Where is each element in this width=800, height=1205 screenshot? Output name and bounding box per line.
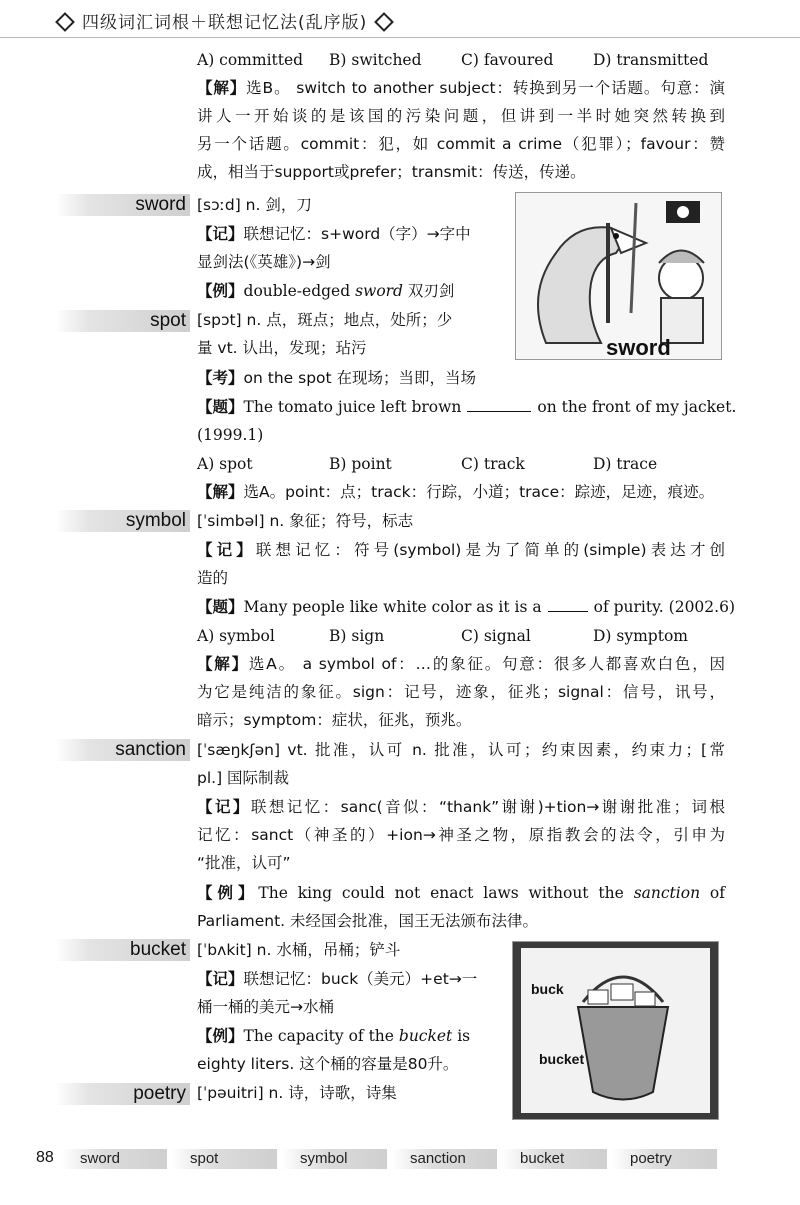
headword-spot: spot <box>55 310 190 332</box>
switch-explanation-4: 成，相当于support或prefer；transmit：传送，传递。 <box>197 163 586 181</box>
sword-example: 【例】double-edged sword 双刃剑 <box>197 282 455 300</box>
bucket-mnemonic-1: 【记】联想记忆：buck（美元）+et→一 <box>197 970 478 988</box>
sanction-example-1: 【例】The king could not enact laws without the sanction of <box>197 884 725 902</box>
symbol-explanation-2: 为它是纯洁的象征。sign：记号，迹象，征兆；signal：信号，讯号， <box>197 683 725 701</box>
diamond-icon <box>55 12 75 32</box>
spot-options: A) spot B) point C) track D) trace <box>197 455 658 473</box>
switch-explanation-1: 【解】选B。 switch to another subject：转换到另一个话题。句意：演 <box>197 79 725 97</box>
switch-options: A) committed B) switched C) favoured D) transmitted <box>197 51 709 69</box>
bucket-example-2: eighty liters. 这个桶的容量是80升。 <box>197 1055 459 1073</box>
sanction-definition-2: pl.] 国际制裁 <box>197 769 290 787</box>
headword-poetry: poetry <box>55 1083 190 1105</box>
spot-question-year: (1999.1) <box>197 426 264 444</box>
symbol-mnemonic-1: 【记】联想记忆：符号(symbol)是为了简单的(simple)表达才创 <box>197 541 725 559</box>
sanction-example-2: Parliament. 未经国会批准，国王无法颁布法律。 <box>197 912 539 930</box>
symbol-definition: [ˈsimbəl] n. 象征；符号，标志 <box>197 512 414 530</box>
sword-mnemonic-1: 【记】联想记忆：s+word（字）→字中 <box>197 225 471 243</box>
footer-word-bucket: bucket <box>502 1149 607 1169</box>
footer-word-poetry: poetry <box>612 1149 717 1169</box>
footer-word-sword: sword <box>62 1149 167 1169</box>
sword-caption: sword <box>606 335 671 359</box>
headword-sword: sword <box>55 194 190 216</box>
footer-word-sanction: sanction <box>392 1149 497 1169</box>
footer-word-symbol: symbol <box>282 1149 387 1169</box>
symbol-explanation-1: 【解】选A。 a symbol of：…的象征。句意：很多人都喜欢白色，因 <box>197 655 725 673</box>
bucket-definition: [ˈbʌkit] n. 水桶，吊桶；铲斗 <box>197 941 401 959</box>
headword-bucket: bucket <box>55 939 190 961</box>
symbol-mnemonic-2: 造的 <box>197 569 229 587</box>
header-rule <box>0 37 800 38</box>
bucket-caption-bottom: bucket <box>539 1051 585 1067</box>
sanction-mnemonic-1: 【记】联想记忆：sanc(音似：“thank”谢谢)+tion→谢谢批准；词根 <box>197 798 725 816</box>
symbol-explanation-3: 暗示；symptom：症状，征兆，预兆。 <box>197 711 472 729</box>
bucket-example-1: 【例】The capacity of the bucket is <box>197 1027 471 1045</box>
sanction-definition-1: [ˈsæŋkʃən] vt. 批准，认可 n. 批准，认可；约束因素，约束力；[常 <box>197 741 725 759</box>
sanction-mnemonic-3: “批准，认可” <box>197 854 291 872</box>
sword-illustration <box>515 192 722 360</box>
answer-blank <box>467 411 531 412</box>
bucket-illustration <box>512 941 719 1120</box>
diamond-icon <box>374 12 394 32</box>
sword-definition: [sɔːd] n. 剑，刀 <box>197 196 312 214</box>
switch-explanation-3: 另一个话题。commit：犯，如 commit a crime（犯罪）；favour：赞 <box>197 135 725 153</box>
switch-explanation-2: 讲人一开始谈的是该国的污染问题，但讲到一半时她突然转换到 <box>197 107 725 125</box>
page-footer <box>30 1147 750 1171</box>
bucket-caption-top: buck <box>531 981 564 997</box>
page-number: 88 <box>36 1149 54 1166</box>
symbol-question: 【题】Many people like white color as it is a of purity. (2002.6) <box>197 598 735 616</box>
sword-mnemonic-2: 显剑法(《英雄》)→剑 <box>197 253 331 271</box>
spot-question: 【题】The tomato juice left brown on the front of my jacket. <box>197 398 737 416</box>
answer-blank <box>548 611 588 612</box>
symbol-options: A) symbol B) sign C) signal D) symptom <box>197 627 688 645</box>
sanction-mnemonic-2: 记忆：sanct（神圣的）+ion→神圣之物，原指教会的法令，引申为 <box>197 826 725 844</box>
spot-exam-point: 【考】on the spot 在现场；当即，当场 <box>197 369 477 387</box>
running-header <box>58 8 391 33</box>
spot-definition-2: 量 vt. 认出，发现；玷污 <box>197 339 367 357</box>
headword-symbol: symbol <box>55 510 190 532</box>
footer-word-spot: spot <box>172 1149 277 1169</box>
book-title: 四级词汇词根＋联想记忆法(乱序版) <box>82 13 368 33</box>
poetry-definition: [ˈpəuitri] n. 诗，诗歌，诗集 <box>197 1084 397 1102</box>
headword-sanction: sanction <box>55 739 190 761</box>
spot-definition-1: [spɔt] n. 点，斑点；地点，处所；少 <box>197 311 453 329</box>
bucket-mnemonic-2: 桶一桶的美元→水桶 <box>197 998 334 1016</box>
spot-explanation: 【解】选A。point：点；track：行踪，小道；trace：踪迹，足迹，痕迹。 <box>197 483 715 501</box>
